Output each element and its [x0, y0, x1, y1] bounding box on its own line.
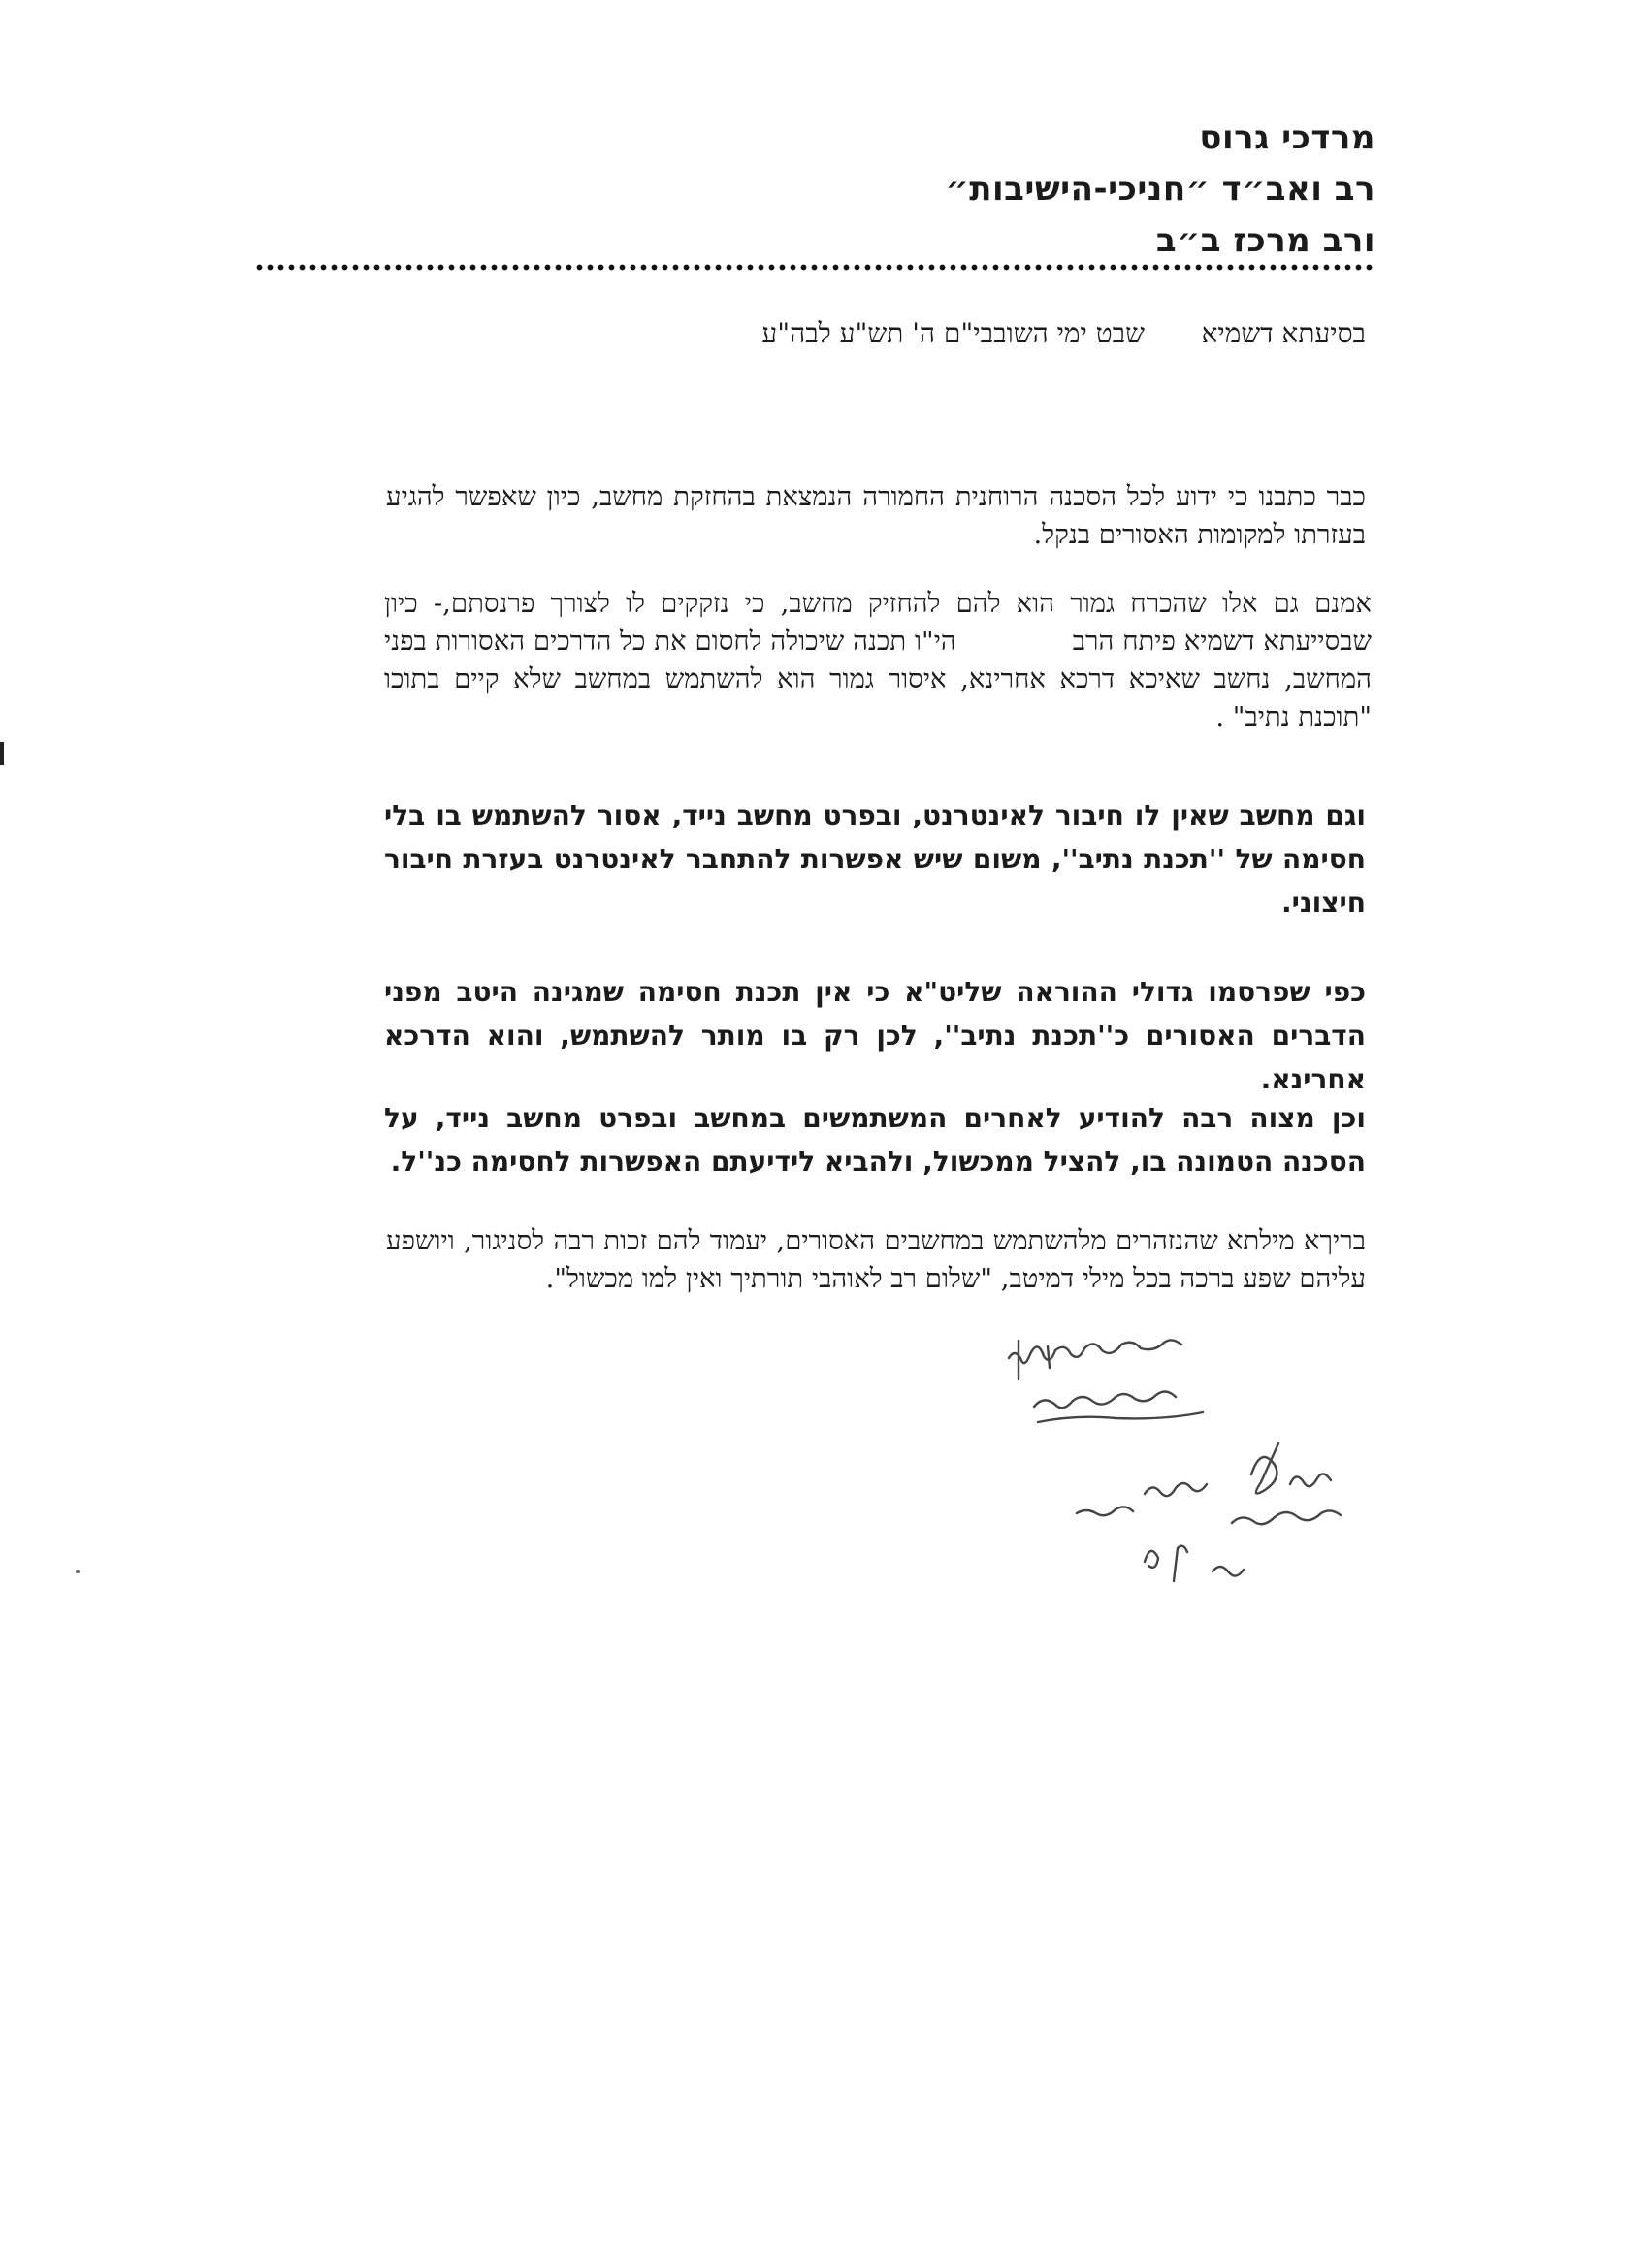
letterhead-position: ורב מרכז ב״ב [1155, 221, 1375, 260]
signature-1 [1009, 1340, 1203, 1422]
dateline-place: בסיעתא דשמיא [1201, 317, 1366, 349]
paragraph-5-bold: וכן מצוה רבה להודיע לאחרים המשתמשים במחשב ובפרט מחשב נייד, על הסכנה הטמונה בו, להציל ממכשול, ולהביא לידיעתם האפשרות לחסימה כנ''ל. [384, 1102, 1366, 1178]
letterhead-title: רב ואב״ד ״חניכי-הישיבות״ [945, 170, 1375, 209]
scan-edge-mark [0, 742, 4, 765]
paragraph-6: בריךא מילתא שהנזהרים מלהשתמש במחשבים האסורים, יעמוד להם זכות רבה לסניגור, ויושפע עליהם שפע ברכה בכל מילי דמיטב, "שלום רב לאוהבי תורתיך ואין למו מכשול". [386, 1225, 1366, 1294]
handwritten-signatures [989, 1329, 1494, 1620]
paragraph-2-part-1: אמנם גם אלו שהכרח גמור הוא להם להחזיק מחשב, כי נזקקים לו לצורך פרנסתם,- כיון שבסייעתא דשמיא פיתח הרב [384, 588, 1372, 657]
paragraph-1: כבר כתבנו כי ידוע לכל הסכנה הרוחנית החמורה הנמצאת בהחזקת מחשב, כיון שאפשר להגיע בעזרתו למקומות האסורים בנקל. [386, 481, 1366, 550]
letterhead-name: מרדכי גרוס [1199, 118, 1375, 157]
dateline-date: שבט ימי השובבי"ם ה' תש"ע לבה"ע [761, 317, 1145, 349]
signature-3 [1077, 1507, 1244, 1581]
paragraph-4-bold: כפי שפרסמו גדולי ההוראה שליט"א כי אין תכנת חסימה שמגינה היטב מפני הדברים האסורים כ''תכנת נתיב'', לכן רק בו מותר להשתמש, והוא הדרכא אחרינא. [384, 976, 1366, 1095]
paragraph-2-part-2: הי"ו תכנה שיכולה לחסום את כל הדרכים האסורות בפני המחשב, נחשב שאיכא דרכא אחרינא, איסור גמור הוא להשתמש במחשב שלא קיים בתוכו "תוכנת נתיב" . [384, 626, 1372, 732]
paragraph-2 [384, 585, 1372, 736]
paragraph-3-bold: וגם מחשב שאין לו חיבור לאינטרנט, ובפרט מחשב נייד, אסור להשתמש בו בלי חסימה של ''תכנת נתיב'', משום שיש אפשרות להתחבר לאינטרנט בעזרת חיבור חיצוני. [384, 799, 1366, 919]
scan-speck [76, 1570, 80, 1573]
signature-2 [1145, 1443, 1341, 1524]
dotted-divider [254, 264, 1375, 271]
